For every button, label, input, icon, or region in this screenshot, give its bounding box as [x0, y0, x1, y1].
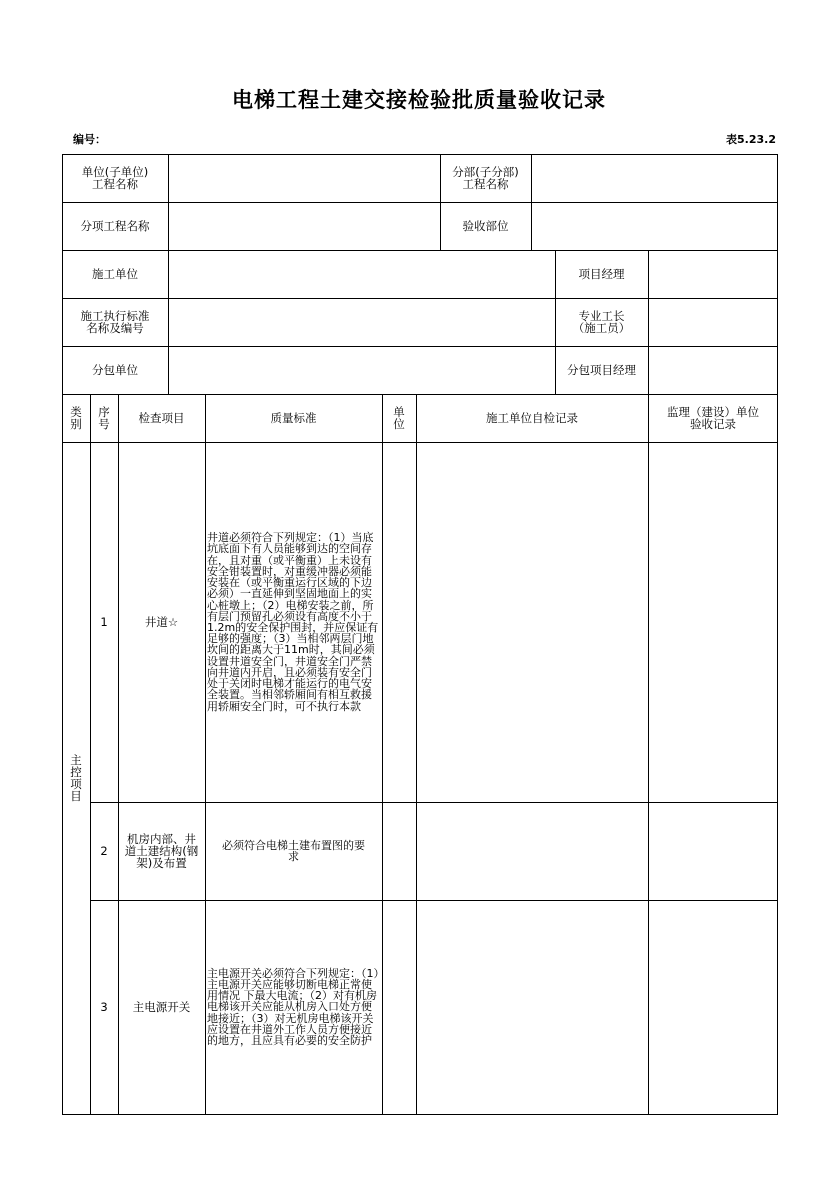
standard-name-line-1: 施工执行标准 [80, 308, 150, 323]
acceptance-part-field[interactable] [532, 203, 777, 250]
row-2-item: 机房内部、井道土建结构(钢架)及布置 [124, 831, 199, 871]
standard-name-line-2: 名称及编号 [86, 321, 144, 335]
item-project-name-field[interactable] [169, 203, 440, 250]
construction-unit-field[interactable] [169, 251, 555, 298]
page-title: 电梯工程土建交接检验批质量验收记录 [232, 88, 606, 112]
standard-name-field[interactable] [169, 299, 555, 346]
subcontract-manager-label: 分包项目经理 [567, 362, 636, 377]
unit-project-name-label [62, 154, 168, 202]
row-2-seq: 2 [100, 843, 108, 858]
row-1-standard: 井道必须符合下列规定：（1）当底坑底面下有人员能够到达的空间存在，且对重（或平衡重）上未设有安全钳装置时，对重缓冲器必须能安装在（或平衡重运行区域的下边必须）一直延伸到坚固地面上的实心桩墩上；（2）电梯安装之前，所有层门预留孔必须设有高度不小于1.2m的安全保护围封，并应保证有足够的强度；（3）当相邻两层门地坎间的距离大于11m时，其间必须设置井道安全门，井道安全门严禁向井道内开启，且必须装有安全门处于关闭时电梯才能运行的电气安全装置。当相邻轿厢间有相互救援用轿厢安全门时，可不执行本款 [207, 531, 379, 713]
construction-unit-label: 施工单位 [92, 266, 138, 281]
category-header-text: 类别 [70, 404, 82, 431]
sub-project-name-line-2: 工程名称 [462, 177, 509, 191]
supervision-header-line-1: 监理（建设）单位 [667, 404, 759, 419]
row-2-unit-field[interactable] [383, 803, 416, 900]
subcontract-unit-field[interactable] [169, 347, 555, 394]
row-1-unit-field[interactable] [383, 443, 416, 802]
sub-project-name-field[interactable] [532, 155, 777, 202]
column-header-unit [382, 394, 416, 442]
item-project-name-label: 分项工程名称 [80, 218, 150, 233]
row-3-standard: 主电源开关必须符合下列规定：（1）主电源开关应能够切断电梯正常使用情况 下最大电流；（2）对有机房电梯该开关应能从机房入口处方便地接近；（3）对无机房电梯该开关应设置在井道外工作人员方便接近的地方，且应具有必要的安全防护 [207, 966, 379, 1048]
unit-project-name-line-2: 工程名称 [92, 177, 138, 191]
category-main-control-text: 主控项目 [70, 752, 82, 804]
category-main-control [62, 442, 90, 1114]
row-2-supervision-field[interactable] [649, 803, 777, 900]
foreman-field[interactable] [649, 299, 777, 346]
row-1-seq: 1 [100, 614, 108, 629]
column-header-category [62, 394, 90, 442]
unit-header-text: 单位 [393, 404, 405, 431]
row-3-self-check-field[interactable] [417, 901, 648, 1114]
supervision-header-line-2: 验收记录 [690, 417, 736, 431]
row-3-item: 主电源开关 [132, 999, 191, 1014]
standard-name-label [62, 298, 168, 346]
row-2-self-check-field[interactable] [417, 803, 648, 900]
project-manager-field[interactable] [649, 251, 777, 298]
seq-header-text: 序号 [98, 404, 110, 431]
acceptance-part-label: 验收部位 [462, 218, 509, 233]
foreman-line-2: （施工员） [572, 321, 631, 335]
row-1-self-check-field[interactable] [417, 443, 648, 802]
foreman-line-1: 专业工长 [578, 308, 625, 323]
subcontract-unit-label: 分包单位 [92, 362, 138, 377]
record-number-label: 编号： [73, 133, 106, 146]
row-3-seq: 3 [100, 999, 108, 1014]
row-3-supervision-field[interactable] [649, 901, 777, 1114]
row-1-supervision-field[interactable] [649, 443, 777, 802]
sub-project-name-label [440, 154, 531, 202]
unit-project-name-field[interactable] [169, 155, 440, 202]
column-header-self-check: 施工单位自检记录 [486, 410, 578, 425]
form-number: 表5.23.2 [726, 133, 776, 146]
column-header-quality-standard: 质量标准 [270, 410, 317, 425]
unit-project-name-line-1: 单位(子单位) [81, 164, 149, 179]
sub-project-name-line-1: 分部(子分部) [452, 164, 519, 179]
foreman-label [555, 298, 648, 346]
column-header-seq [90, 394, 118, 442]
project-manager-label: 项目经理 [578, 266, 625, 281]
column-header-supervision [648, 394, 778, 442]
subcontract-manager-field[interactable] [649, 347, 777, 394]
row-2-standard: 必须符合电梯土建布置图的要求 [222, 838, 365, 863]
row-1-item: 井道☆ [144, 614, 179, 629]
column-header-check-item: 检查项目 [138, 410, 185, 425]
row-3-unit-field[interactable] [383, 901, 416, 1114]
